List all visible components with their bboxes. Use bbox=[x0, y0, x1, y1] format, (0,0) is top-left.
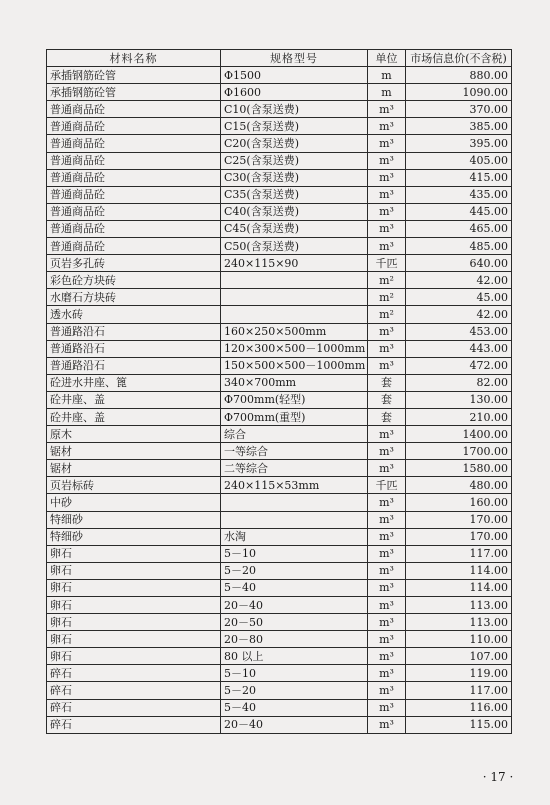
cell-material-name: 砼井座、盖 bbox=[47, 408, 221, 425]
cell-material-name: 普通商品砼 bbox=[47, 186, 221, 203]
table-row bbox=[47, 118, 512, 135]
cell-price: 405.00 bbox=[406, 152, 512, 169]
cell-spec-model: 20－40 bbox=[221, 716, 368, 733]
cell-material-name: 锯材 bbox=[47, 460, 221, 477]
table-row bbox=[47, 511, 512, 528]
cell-unit: m³ bbox=[368, 665, 406, 682]
cell-price: 1700.00 bbox=[406, 443, 512, 460]
cell-price: 640.00 bbox=[406, 255, 512, 272]
cell-material-name: 普通路沿石 bbox=[47, 340, 221, 357]
cell-price: 107.00 bbox=[406, 648, 512, 665]
cell-material-name: 碎石 bbox=[47, 682, 221, 699]
cell-price: 415.00 bbox=[406, 169, 512, 186]
cell-unit: m³ bbox=[368, 562, 406, 579]
cell-unit: m³ bbox=[368, 528, 406, 545]
table-row bbox=[47, 699, 512, 716]
cell-unit: m³ bbox=[368, 682, 406, 699]
cell-unit: m³ bbox=[368, 460, 406, 477]
cell-price: 130.00 bbox=[406, 391, 512, 408]
cell-spec-model: C20(含泵送费) bbox=[221, 135, 368, 152]
cell-unit: m³ bbox=[368, 631, 406, 648]
cell-material-name: 普通商品砼 bbox=[47, 118, 221, 135]
cell-price: 435.00 bbox=[406, 186, 512, 203]
cell-unit: m³ bbox=[368, 648, 406, 665]
cell-material-name: 普通商品砼 bbox=[47, 238, 221, 255]
table-row bbox=[47, 562, 512, 579]
cell-price: 113.00 bbox=[406, 614, 512, 631]
cell-spec-model: 160×250×500mm bbox=[221, 323, 368, 340]
cell-unit: 套 bbox=[368, 374, 406, 391]
cell-material-name: 普通路沿石 bbox=[47, 357, 221, 374]
cell-unit: m³ bbox=[368, 118, 406, 135]
cell-unit: m³ bbox=[368, 203, 406, 220]
header-unit: 单位 bbox=[368, 50, 406, 67]
cell-price: 117.00 bbox=[406, 682, 512, 699]
cell-unit: m³ bbox=[368, 545, 406, 562]
cell-spec-model: 综合 bbox=[221, 426, 368, 443]
table-row bbox=[47, 597, 512, 614]
cell-spec-model: 5－40 bbox=[221, 699, 368, 716]
table-row bbox=[47, 648, 512, 665]
cell-price: 170.00 bbox=[406, 528, 512, 545]
cell-price: 119.00 bbox=[406, 665, 512, 682]
table-row bbox=[47, 203, 512, 220]
cell-price: 485.00 bbox=[406, 238, 512, 255]
cell-spec-model: 水淘 bbox=[221, 528, 368, 545]
table-row bbox=[47, 84, 512, 101]
cell-unit: m³ bbox=[368, 323, 406, 340]
cell-price: 114.00 bbox=[406, 562, 512, 579]
cell-material-name: 砼井座、盖 bbox=[47, 391, 221, 408]
cell-material-name: 普通商品砼 bbox=[47, 101, 221, 118]
table-row bbox=[47, 443, 512, 460]
table-row bbox=[47, 426, 512, 443]
cell-material-name: 卵石 bbox=[47, 631, 221, 648]
cell-price: 472.00 bbox=[406, 357, 512, 374]
cell-material-name: 卵石 bbox=[47, 648, 221, 665]
cell-price: 1580.00 bbox=[406, 460, 512, 477]
cell-spec-model: 5－20 bbox=[221, 562, 368, 579]
table-row bbox=[47, 220, 512, 237]
cell-spec-model: 240×115×90 bbox=[221, 255, 368, 272]
table-row bbox=[47, 408, 512, 425]
cell-unit: m³ bbox=[368, 579, 406, 596]
cell-price: 42.00 bbox=[406, 306, 512, 323]
table-row bbox=[47, 579, 512, 596]
header-market-price: 市场信息价(不含税) bbox=[406, 50, 512, 67]
table-row bbox=[47, 101, 512, 118]
cell-price: 210.00 bbox=[406, 408, 512, 425]
cell-material-name: 普通路沿石 bbox=[47, 323, 221, 340]
page-number: · 17 · bbox=[482, 770, 514, 784]
table-row bbox=[47, 528, 512, 545]
cell-material-name: 承插钢筋砼管 bbox=[47, 84, 221, 101]
cell-price: 480.00 bbox=[406, 477, 512, 494]
cell-price: 114.00 bbox=[406, 579, 512, 596]
table-row bbox=[47, 716, 512, 733]
cell-price: 116.00 bbox=[406, 699, 512, 716]
cell-spec-model: Φ1600 bbox=[221, 84, 368, 101]
table-row bbox=[47, 477, 512, 494]
table-row bbox=[47, 545, 512, 562]
cell-unit: m³ bbox=[368, 699, 406, 716]
cell-unit: m³ bbox=[368, 340, 406, 357]
cell-material-name: 普通商品砼 bbox=[47, 169, 221, 186]
table-row bbox=[47, 306, 512, 323]
cell-spec-model: C25(含泵送费) bbox=[221, 152, 368, 169]
cell-unit: m³ bbox=[368, 186, 406, 203]
cell-spec-model: 5－10 bbox=[221, 545, 368, 562]
cell-unit: m³ bbox=[368, 426, 406, 443]
cell-spec-model bbox=[221, 306, 368, 323]
table-row bbox=[47, 238, 512, 255]
cell-material-name: 原木 bbox=[47, 426, 221, 443]
cell-spec-model: 20－50 bbox=[221, 614, 368, 631]
cell-unit: m³ bbox=[368, 614, 406, 631]
cell-price: 170.00 bbox=[406, 511, 512, 528]
cell-spec-model: C45(含泵送费) bbox=[221, 220, 368, 237]
cell-price: 880.00 bbox=[406, 67, 512, 84]
cell-material-name: 特细砂 bbox=[47, 528, 221, 545]
cell-price: 110.00 bbox=[406, 631, 512, 648]
cell-spec-model: 240×115×53mm bbox=[221, 477, 368, 494]
cell-material-name: 卵石 bbox=[47, 579, 221, 596]
cell-spec-model: 120×300×500－1000mm bbox=[221, 340, 368, 357]
cell-unit: m³ bbox=[368, 220, 406, 237]
cell-price: 1090.00 bbox=[406, 84, 512, 101]
table-row bbox=[47, 374, 512, 391]
cell-material-name: 普通商品砼 bbox=[47, 152, 221, 169]
cell-spec-model: 80 以上 bbox=[221, 648, 368, 665]
cell-unit: m³ bbox=[368, 597, 406, 614]
cell-spec-model: 340×700mm bbox=[221, 374, 368, 391]
header-row bbox=[47, 50, 512, 67]
cell-spec-model: 150×500×500－1000mm bbox=[221, 357, 368, 374]
cell-spec-model: 5－10 bbox=[221, 665, 368, 682]
table-row bbox=[47, 340, 512, 357]
table-row bbox=[47, 152, 512, 169]
cell-unit: m² bbox=[368, 289, 406, 306]
cell-price: 395.00 bbox=[406, 135, 512, 152]
cell-price: 443.00 bbox=[406, 340, 512, 357]
cell-unit: m³ bbox=[368, 443, 406, 460]
cell-unit: 千匹 bbox=[368, 255, 406, 272]
cell-spec-model: C15(含泵送费) bbox=[221, 118, 368, 135]
table-row bbox=[47, 494, 512, 511]
cell-unit: m³ bbox=[368, 357, 406, 374]
cell-price: 117.00 bbox=[406, 545, 512, 562]
cell-price: 160.00 bbox=[406, 494, 512, 511]
cell-unit: m³ bbox=[368, 511, 406, 528]
cell-material-name: 水磨石方块砖 bbox=[47, 289, 221, 306]
cell-unit: m³ bbox=[368, 238, 406, 255]
cell-spec-model: Φ700mm(轻型) bbox=[221, 391, 368, 408]
cell-spec-model: 5－40 bbox=[221, 579, 368, 596]
table-row bbox=[47, 135, 512, 152]
cell-unit: m² bbox=[368, 272, 406, 289]
cell-material-name: 普通商品砼 bbox=[47, 135, 221, 152]
cell-unit: m³ bbox=[368, 169, 406, 186]
cell-unit: 套 bbox=[368, 391, 406, 408]
cell-price: 82.00 bbox=[406, 374, 512, 391]
cell-price: 465.00 bbox=[406, 220, 512, 237]
cell-unit: m³ bbox=[368, 494, 406, 511]
cell-unit: m bbox=[368, 67, 406, 84]
header-spec-model: 规格型号 bbox=[221, 50, 368, 67]
cell-price: 453.00 bbox=[406, 323, 512, 340]
table-row bbox=[47, 682, 512, 699]
cell-material-name: 普通商品砼 bbox=[47, 220, 221, 237]
table-row bbox=[47, 460, 512, 477]
cell-material-name: 承插钢筋砼管 bbox=[47, 67, 221, 84]
cell-price: 1400.00 bbox=[406, 426, 512, 443]
cell-unit: m³ bbox=[368, 152, 406, 169]
table-row bbox=[47, 357, 512, 374]
cell-material-name: 碎石 bbox=[47, 699, 221, 716]
table-row bbox=[47, 665, 512, 682]
cell-material-name: 页岩标砖 bbox=[47, 477, 221, 494]
cell-material-name: 锯材 bbox=[47, 443, 221, 460]
cell-spec-model bbox=[221, 511, 368, 528]
cell-material-name: 碎石 bbox=[47, 665, 221, 682]
cell-price: 115.00 bbox=[406, 716, 512, 733]
cell-spec-model: C35(含泵送费) bbox=[221, 186, 368, 203]
table-row bbox=[47, 323, 512, 340]
cell-material-name: 特细砂 bbox=[47, 511, 221, 528]
cell-unit: 套 bbox=[368, 408, 406, 425]
cell-unit: 千匹 bbox=[368, 477, 406, 494]
cell-unit: m³ bbox=[368, 101, 406, 118]
cell-price: 42.00 bbox=[406, 272, 512, 289]
table-row bbox=[47, 67, 512, 84]
cell-material-name: 卵石 bbox=[47, 545, 221, 562]
cell-spec-model bbox=[221, 289, 368, 306]
cell-material-name: 页岩多孔砖 bbox=[47, 255, 221, 272]
table-row bbox=[47, 289, 512, 306]
cell-price: 45.00 bbox=[406, 289, 512, 306]
cell-material-name: 彩色砼方块砖 bbox=[47, 272, 221, 289]
cell-spec-model: C50(含泵送费) bbox=[221, 238, 368, 255]
cell-material-name: 普通商品砼 bbox=[47, 203, 221, 220]
table-row bbox=[47, 272, 512, 289]
table-row bbox=[47, 186, 512, 203]
cell-spec-model bbox=[221, 494, 368, 511]
cell-spec-model: 5－20 bbox=[221, 682, 368, 699]
price-table bbox=[46, 49, 512, 734]
cell-material-name: 卵石 bbox=[47, 562, 221, 579]
cell-spec-model: 20－40 bbox=[221, 597, 368, 614]
cell-price: 385.00 bbox=[406, 118, 512, 135]
table-row bbox=[47, 631, 512, 648]
table-row bbox=[47, 255, 512, 272]
cell-material-name: 透水砖 bbox=[47, 306, 221, 323]
cell-spec-model bbox=[221, 272, 368, 289]
cell-unit: m³ bbox=[368, 716, 406, 733]
cell-unit: m² bbox=[368, 306, 406, 323]
table-row bbox=[47, 169, 512, 186]
cell-spec-model: 20－80 bbox=[221, 631, 368, 648]
cell-unit: m bbox=[368, 84, 406, 101]
table-row bbox=[47, 614, 512, 631]
table-row bbox=[47, 391, 512, 408]
cell-spec-model: Φ1500 bbox=[221, 67, 368, 84]
cell-price: 370.00 bbox=[406, 101, 512, 118]
cell-material-name: 卵石 bbox=[47, 597, 221, 614]
cell-unit: m³ bbox=[368, 135, 406, 152]
cell-spec-model: Φ700mm(重型) bbox=[221, 408, 368, 425]
cell-spec-model: 二等综合 bbox=[221, 460, 368, 477]
cell-material-name: 砼进水井座、篦 bbox=[47, 374, 221, 391]
cell-price: 113.00 bbox=[406, 597, 512, 614]
cell-material-name: 中砂 bbox=[47, 494, 221, 511]
cell-material-name: 碎石 bbox=[47, 716, 221, 733]
cell-material-name: 卵石 bbox=[47, 614, 221, 631]
header-material-name: 材料名称 bbox=[47, 50, 221, 67]
cell-spec-model: C10(含泵送费) bbox=[221, 101, 368, 118]
cell-spec-model: C40(含泵送费) bbox=[221, 203, 368, 220]
cell-price: 445.00 bbox=[406, 203, 512, 220]
cell-spec-model: C30(含泵送费) bbox=[221, 169, 368, 186]
cell-spec-model: 一等综合 bbox=[221, 443, 368, 460]
